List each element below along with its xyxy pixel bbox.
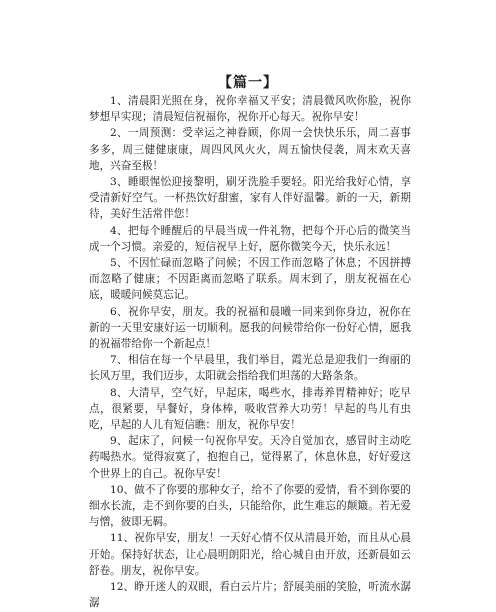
section-title: 【篇一】: [218, 75, 278, 91]
paragraph-5: 5、不因忙碌而忽略了问候；不因工作而忽略了休息；不因拼搏而忽略了健康；不因距离而忽略了联系。周末到了，朋友祝福在心底，暖暖问候莫忘记。: [89, 257, 411, 302]
paragraph-4: 4、把每个睡醒后的早晨当成一件礼物，把每个开心后的微笑当成一个习惯。亲爱的，短信祝早上好，愿你微笑今天，快乐永远！: [89, 224, 411, 253]
paragraph-3: 3、睡眼惺忪迎接黎明，刷牙洗脸手要轻。阳光给我好心情，享受清新好空气。一杯热饮好甜蜜，家有人伴好温馨。新的一天，新期待，美好生活常伴您！: [89, 176, 411, 221]
document-body: [89, 93, 411, 612]
paragraph-6: 6、祝你早安，朋友。我的祝福和晨曦一同来到你身边，祝你在新的一天里安康好运一切顺利。愿我的问候带给你一份好心情，愿我的祝福带给你一个新起点！: [89, 305, 411, 351]
paragraph-11: 11、祝你早安，朋友！一天好心情不仅从清晨开始，而且从心晨开始。保持好状态，让心晨明朗阳光，给心城自由开放，还新晨如云舒卷。朋友，祝你早安。: [89, 532, 411, 577]
paragraph-12: 12、睁开迷人的双眼，看白云片片；舒展美丽的笑脸，听流水潺潺: [89, 581, 411, 610]
paragraph-10: 10、做不了你要的那种女子，给不了你要的爱情，看不到你要的细水长流，走不到你要的白头，只能给你，此生难忘的颠簸。若无爱与憎，彼即无羁。: [89, 483, 411, 529]
paragraph-9: 9、起床了，问候一句祝你早安。天冷自觉加衣，感冒时主动吃药喝热水。觉得寂寞了，抱抱自己，觉得累了，休息休息，好好爱这个世界上的自己。祝你早安！: [89, 435, 411, 480]
paragraph-8: 8、大清早，空气好，早起床，喝些水，排毒养胃精神好；吃早点，很紧要，早餐好，身体棒，吸收营养大功劳！早起的鸟儿有虫吃，早起的人儿有短信瞧：朋友，祝你早安！: [89, 386, 411, 432]
paragraph-2: 2、一周预测：受幸运之神眷顾，你周一会快快乐乐，周二喜事多多，周三健健康康，周四风风火火，周五愉快侵袭，周末欢天喜地，兴奋至极！: [89, 127, 411, 172]
paragraph-7: 7、相信在每一个早晨里，我们举目，霞光总是迎我们一绚丽的长风万里，我们迈步，太阳就会指给我们坦荡的大路条条。: [89, 354, 411, 383]
paragraph-1: 1、清晨阳光照在身，祝你幸福又平安；清晨微风吹你脸，祝你梦想早实现；清晨短信祝福你，祝你开心每天。祝你早安！: [89, 95, 411, 124]
